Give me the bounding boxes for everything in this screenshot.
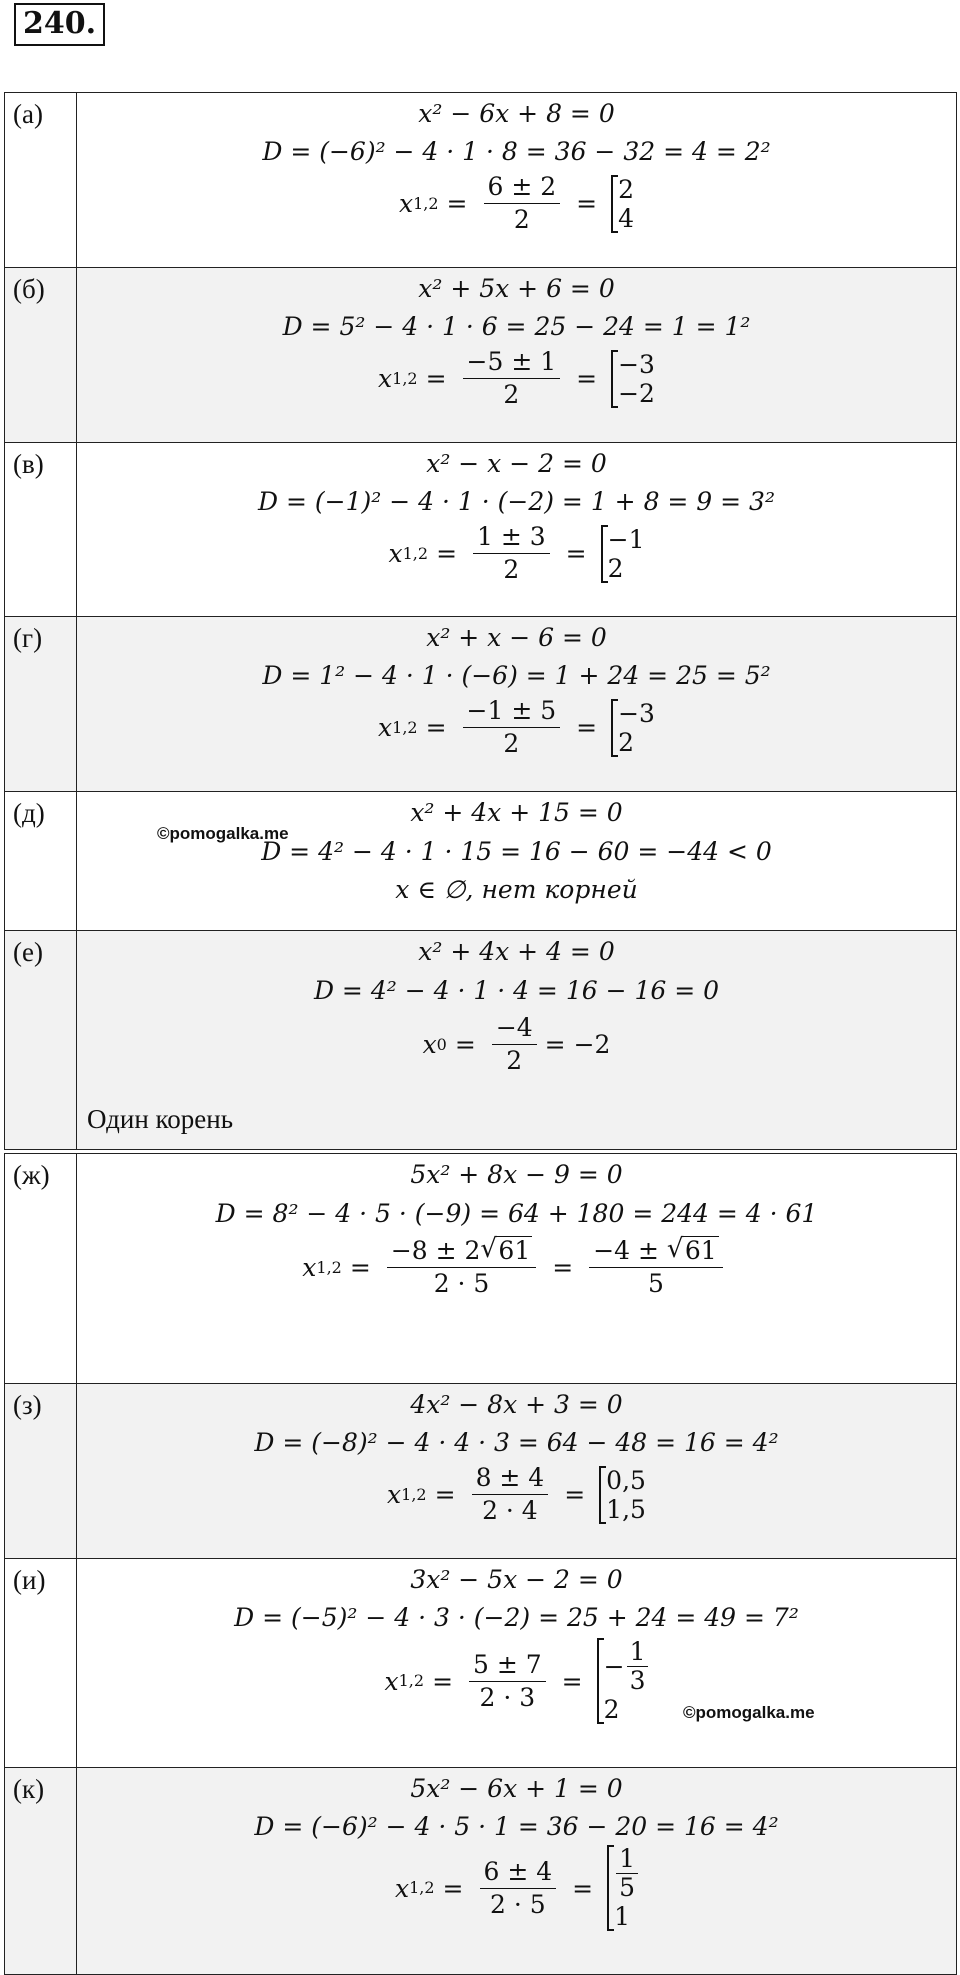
row-content — [77, 1768, 957, 1975]
row-content — [77, 617, 957, 792]
discriminant: D = (−6)² − 4 · 1 · 8 = 36 − 32 = 4 = 2² — [262, 137, 771, 166]
roots-formula: x 1,2 = $\frac{-1 \pm 5}{2}$ = −3 2 — [378, 696, 655, 758]
row-label: (д) — [5, 792, 77, 931]
result-text: x ∈ ∅, нет корней — [395, 875, 638, 904]
row-label: (к) — [5, 1768, 77, 1975]
roots-bracket — [597, 1638, 649, 1724]
discriminant: D = 1² − 4 · 1 · (−6) = 1 + 24 = 25 = 5² — [262, 661, 771, 690]
equation: x² − 6x + 8 = 0 — [418, 99, 615, 128]
row-content — [77, 443, 957, 617]
fraction-numerator — [589, 1236, 723, 1268]
row-content — [77, 1384, 957, 1559]
numerator-text: −8 ± 2 — [390, 1236, 481, 1265]
fraction-denominator: 2 — [513, 205, 530, 234]
fraction — [480, 1857, 557, 1920]
equation: 3x² − 5x − 2 = 0 — [410, 1565, 623, 1594]
sqrt — [667, 1236, 719, 1266]
fraction — [589, 1236, 723, 1299]
row-content — [77, 1559, 957, 1768]
fraction — [484, 172, 561, 235]
row-label: (ж) — [5, 1154, 77, 1384]
table-row — [5, 617, 957, 792]
roots-formula: x 1,2 = $\frac{-5 \pm 1}{2}$ = −3 −2 — [378, 347, 655, 409]
equation: x² − x − 2 = 0 — [426, 449, 607, 478]
root-fraction — [627, 1638, 649, 1695]
radicand: 61 — [684, 1236, 717, 1265]
row-label: (б) — [5, 268, 77, 443]
equation: 5x² + 8x − 9 = 0 — [410, 1160, 623, 1189]
root: 2 — [603, 1695, 620, 1724]
watermark: ©pomogalka.me — [157, 824, 289, 843]
row-content — [77, 792, 957, 931]
discriminant: D = 4² − 4 · 1 · 15 = 16 − 60 = −44 < 0 — [261, 837, 772, 866]
row-content — [77, 93, 957, 268]
fraction — [463, 347, 561, 410]
table-row — [5, 93, 957, 268]
row-content — [77, 931, 957, 1150]
numerator-text: −4 ± — [593, 1236, 667, 1265]
discriminant: D = (−5)² − 4 · 3 · (−2) = 25 + 24 = 49 = 7² — [234, 1603, 799, 1632]
root: −2 — [618, 378, 655, 408]
root-formula: x 0 = $\frac{-4}{2}$ = −2 — [422, 1013, 611, 1075]
row-label: (г) — [5, 617, 77, 792]
solutions-table-2 — [4, 1153, 957, 1975]
root-denominator: 5 — [619, 1873, 636, 1902]
table-row — [5, 792, 957, 931]
row-label: (в) — [5, 443, 77, 617]
table-row — [5, 443, 957, 617]
fraction — [472, 1463, 549, 1526]
root: 1,5 — [606, 1494, 646, 1524]
roots-formula: x 1,2 = $\frac{6 \pm 2}{2}$ = 2 4 — [398, 172, 635, 234]
roots-bracket — [601, 525, 645, 583]
fraction — [469, 1650, 546, 1713]
row-content — [77, 1154, 957, 1384]
fraction-numerator: −4 — [492, 1013, 537, 1045]
root: 2 — [618, 174, 635, 204]
discriminant: D = (−8)² − 4 · 4 · 3 = 64 − 48 = 16 = 4² — [254, 1428, 779, 1457]
root-numerator: 1 — [627, 1638, 649, 1667]
discriminant: D = (−1)² − 4 · 1 · (−2) = 1 + 8 = 9 = 3² — [258, 487, 775, 516]
roots-bracket — [607, 1845, 638, 1931]
table-row — [5, 268, 957, 443]
root: 2 — [607, 553, 624, 583]
fraction-denominator: 2 · 4 — [482, 1496, 538, 1525]
root: 1 — [614, 1902, 631, 1931]
fraction-denominator: 2 — [503, 380, 520, 409]
fraction-numerator: −1 ± 5 — [463, 696, 561, 728]
table-row — [5, 1384, 957, 1559]
roots-formula: x 1,2 = $\frac{6 \pm 4}{2 \cdot 5}$ = $\frac{1}{5}$ 1 — [77, 1845, 956, 1931]
problem-number: 240. — [14, 3, 105, 46]
discriminant: D = 8² − 4 · 5 · (−9) = 64 + 180 = 244 = 4 · 61 — [215, 1199, 818, 1228]
note-text: Один корень — [87, 1104, 234, 1134]
row-label: (з) — [5, 1384, 77, 1559]
roots-formula: x 1,2 = $\frac{5 \pm 7}{2 \cdot 3}$ = − $\frac{1}{3}$ 2 — [77, 1638, 956, 1724]
equation: 5x² − 6x + 1 = 0 — [410, 1774, 623, 1803]
fraction-denominator: 5 — [647, 1269, 664, 1298]
table-row — [5, 1154, 957, 1384]
fraction-numerator: 1 ± 3 — [473, 522, 550, 554]
root-denominator: 3 — [629, 1666, 646, 1695]
equation: x² + x − 6 = 0 — [426, 623, 607, 652]
root-numerator: 1 — [616, 1845, 638, 1874]
root-sign: − — [603, 1652, 625, 1681]
fraction — [387, 1236, 536, 1299]
fraction-denominator: 2 — [503, 729, 520, 758]
root: −3 — [618, 698, 655, 728]
fraction-denominator: 2 · 3 — [479, 1682, 536, 1712]
fraction-numerator: 5 ± 7 — [469, 1650, 546, 1682]
fraction-denominator: 2 — [506, 1046, 523, 1075]
equation: 4x² − 8x + 3 = 0 — [410, 1390, 623, 1419]
sqrt — [480, 1236, 532, 1266]
row-label: (е) — [5, 931, 77, 1150]
row-label: (и) — [5, 1559, 77, 1768]
discriminant: D = (−6)² − 4 · 5 · 1 = 36 − 20 = 16 = 4² — [254, 1812, 779, 1841]
root: −3 — [618, 349, 655, 379]
row-content — [77, 268, 957, 443]
fraction-numerator: 6 ± 4 — [480, 1857, 557, 1889]
root: 0,5 — [606, 1465, 646, 1495]
root: −1 — [607, 524, 645, 554]
roots-formula: x 1,2 = $\frac{-8 \pm 2√ 61}{2 \cdot 5}$ = $\frac{-4 \pm √ 61}{5}$ — [77, 1236, 956, 1299]
roots-bracket — [611, 175, 634, 233]
roots-bracket — [599, 1466, 646, 1524]
fraction-numerator: 6 ± 2 — [484, 172, 561, 204]
table-row — [5, 1768, 957, 1975]
fraction-numerator: 8 ± 4 — [472, 1463, 549, 1495]
equation: x² + 4x + 4 = 0 — [418, 937, 615, 966]
fraction — [463, 696, 561, 759]
root-fraction — [616, 1845, 638, 1902]
solutions-table-1 — [4, 92, 957, 1150]
table-row — [5, 931, 957, 1150]
discriminant: D = 5² − 4 · 1 · 6 = 25 − 24 = 1 = 1² — [282, 312, 751, 341]
fraction — [492, 1013, 537, 1076]
roots-bracket — [611, 699, 655, 757]
fraction-numerator — [387, 1236, 536, 1268]
fraction-denominator: 2 · 5 — [433, 1269, 490, 1298]
roots-formula: x 1,2 = $\frac{8 \pm 4}{2 \cdot 4}$ = 0,5 1,5 — [387, 1463, 646, 1525]
table-row — [5, 1559, 957, 1768]
roots-formula: x 1,2 = $\frac{1 \pm 3}{2}$ = −1 2 — [388, 522, 645, 584]
radicand: 61 — [498, 1236, 531, 1265]
roots-bracket — [611, 350, 655, 408]
fraction-denominator: 2 · 5 — [490, 1889, 546, 1919]
fraction-numerator: −5 ± 1 — [463, 347, 561, 379]
discriminant: D = 4² − 4 · 1 · 4 = 16 − 16 = 0 — [313, 976, 720, 1005]
fraction-denominator: 2 — [503, 555, 520, 584]
fraction — [473, 522, 550, 585]
root: 2 — [618, 727, 635, 757]
root — [604, 1638, 649, 1695]
watermark: ©pomogalka.me — [683, 1703, 815, 1722]
equation: x² + 4x + 15 = 0 — [410, 798, 623, 827]
equation: x² + 5x + 6 = 0 — [418, 274, 615, 303]
row-label: (а) — [5, 93, 77, 268]
root: 4 — [618, 203, 635, 233]
root-value: = −2 — [544, 1030, 611, 1059]
